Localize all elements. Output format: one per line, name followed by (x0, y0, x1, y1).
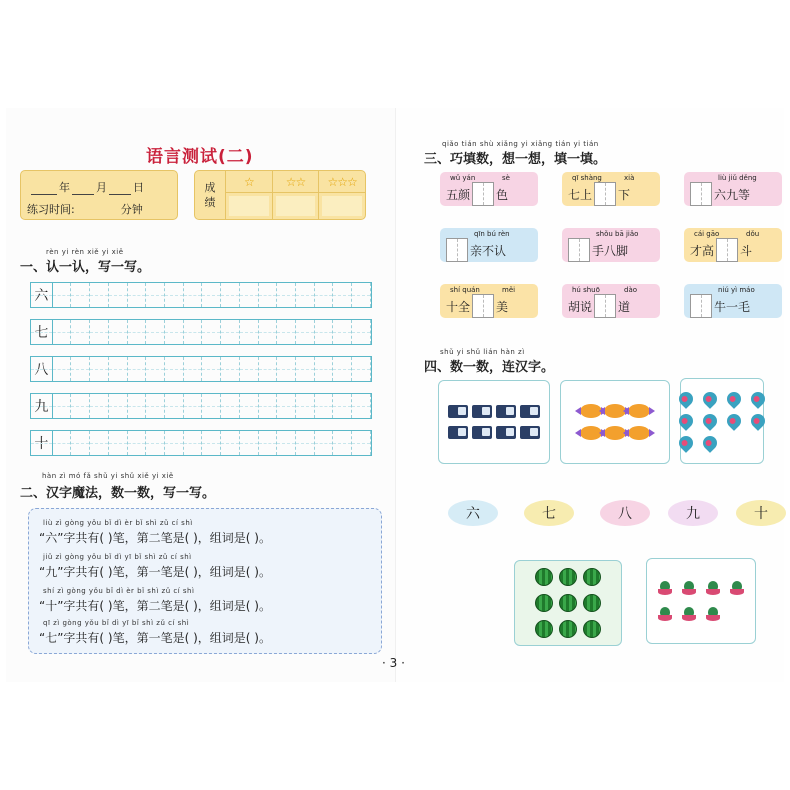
spinning-top-icon (746, 414, 770, 428)
card-text-left: 七上 (568, 187, 593, 202)
writing-cell[interactable] (165, 357, 184, 381)
number-oval[interactable]: 九 (668, 500, 718, 526)
writing-cell[interactable] (333, 431, 352, 455)
writing-cell[interactable] (53, 320, 72, 344)
answer-box[interactable] (472, 294, 494, 318)
writing-cell[interactable] (202, 357, 221, 381)
score-cell-1[interactable] (225, 171, 272, 219)
writing-row (30, 282, 372, 308)
writing-cell[interactable] (259, 394, 278, 418)
writing-cell[interactable] (90, 357, 109, 381)
writing-cell[interactable] (90, 431, 109, 455)
writing-cell[interactable] (333, 283, 352, 307)
watermelon-icon (556, 568, 580, 586)
watermelon-icon (532, 594, 556, 612)
writing-cell[interactable] (146, 431, 165, 455)
writing-cell[interactable] (202, 431, 221, 455)
writing-cell[interactable] (333, 357, 352, 381)
bird-icon (653, 605, 677, 623)
writing-cell[interactable] (296, 283, 315, 307)
writing-cell[interactable] (315, 394, 334, 418)
writing-row (30, 393, 372, 419)
answer-box[interactable] (472, 182, 494, 206)
writing-cell[interactable] (221, 394, 240, 418)
card-text-left: 五颜 (446, 187, 471, 202)
writing-cell[interactable] (128, 357, 147, 381)
day-blank[interactable] (109, 185, 131, 195)
bird-icon (677, 605, 701, 623)
watermelon-icon (580, 568, 604, 586)
score-cell-2[interactable] (272, 171, 319, 219)
page-title: 语言测试(二) (146, 147, 254, 167)
writing-cell[interactable] (259, 283, 278, 307)
writing-cell[interactable] (315, 283, 334, 307)
row-character: 九 (31, 394, 53, 418)
fill-line-2[interactable]: “九”字共有( )笔，第一笔是( )，组词是( )。 (39, 565, 271, 579)
day-label: 日 (133, 181, 144, 194)
writing-cell[interactable] (352, 357, 371, 381)
spinning-top-icon (722, 392, 746, 406)
writing-cell[interactable] (202, 320, 221, 344)
writing-cell[interactable] (352, 283, 371, 307)
card-pinyin-right: sè (502, 174, 510, 182)
spinning-top-icon (674, 414, 698, 428)
card-pinyin-right: niú yì máo (718, 286, 755, 294)
writing-cell[interactable] (146, 394, 165, 418)
card-pinyin-right: liù jiǔ děng (718, 174, 757, 182)
watermelon-icon (532, 568, 556, 586)
candy-icon (627, 404, 651, 418)
writing-cell[interactable] (109, 357, 128, 381)
row-character: 七 (31, 320, 53, 344)
answer-box[interactable] (568, 238, 590, 262)
answer-box[interactable] (446, 238, 468, 262)
time-label: 练习时间: (27, 203, 75, 216)
card-text-right: 手八脚 (592, 243, 629, 258)
card-pinyin-right: shǒu bā jiǎo (596, 230, 639, 238)
writing-cell[interactable] (128, 431, 147, 455)
writing-cell[interactable] (352, 431, 371, 455)
writing-cell[interactable] (315, 431, 334, 455)
card-text-left: 十全 (446, 299, 471, 314)
line2-pinyin: jiǔ zì gòng yǒu bǐ dì yī bǐ shì zǔ cí shì (43, 553, 192, 561)
writing-cell[interactable] (259, 431, 278, 455)
writing-cell[interactable] (128, 394, 147, 418)
eraser-icon (494, 426, 518, 439)
spinning-top-icon (674, 392, 698, 406)
writing-row (30, 319, 372, 345)
card-pinyin-left: shí quán (450, 286, 480, 294)
card-text-right: 亲不认 (470, 243, 507, 258)
spinning-top-icon (698, 436, 722, 450)
spinning-top-icon (698, 414, 722, 428)
writing-cell[interactable] (277, 394, 296, 418)
score-label-bottom: 绩 (204, 196, 216, 209)
writing-cell[interactable] (109, 320, 128, 344)
writing-cell[interactable] (71, 431, 90, 455)
writing-cell[interactable] (184, 357, 203, 381)
section4-pinyin: shǔ yi shǔ lián hàn zì (440, 348, 525, 356)
idiom-card (562, 172, 660, 206)
writing-cell[interactable] (315, 357, 334, 381)
writing-cell[interactable] (296, 320, 315, 344)
year-blank[interactable] (31, 185, 57, 195)
candy-icon (627, 426, 651, 440)
eraser-icon (446, 426, 470, 439)
writing-cell[interactable] (221, 431, 240, 455)
idiom-card (440, 228, 538, 262)
writing-cell[interactable] (333, 394, 352, 418)
row-character: 十 (31, 431, 53, 455)
card-pinyin-left: hú shuō (572, 286, 600, 294)
eraser-icon (518, 405, 542, 418)
section3-heading: 三、巧填数，想一想，填一填。 (424, 152, 607, 167)
month-label: 月 (96, 181, 107, 194)
idiom-card (562, 228, 660, 262)
picture-box[interactable] (438, 380, 550, 464)
bird-icon (701, 579, 725, 597)
answer-box[interactable] (716, 238, 738, 262)
writing-cell[interactable] (53, 357, 72, 381)
writing-cell[interactable] (165, 431, 184, 455)
spinning-top-icon (722, 414, 746, 428)
writing-cell[interactable] (53, 431, 72, 455)
writing-cell[interactable] (184, 320, 203, 344)
section3-pinyin: qiǎo tián shù xiǎng yi xiǎng tián yi tián (442, 140, 599, 148)
picture-box[interactable] (680, 378, 764, 464)
spinning-top-icon (698, 392, 722, 406)
number-oval[interactable]: 十 (736, 500, 786, 526)
fill-line-3[interactable]: “十”字共有( )笔，第二笔是( )，组词是( )。 (39, 599, 271, 613)
writing-cell[interactable] (221, 357, 240, 381)
score-box (194, 170, 366, 220)
row-character: 八 (31, 357, 53, 381)
writing-cell[interactable] (53, 394, 72, 418)
picture-box[interactable] (560, 380, 670, 464)
bird-icon (701, 605, 725, 623)
watermelon-icon (580, 594, 604, 612)
section4-heading: 四、数一数，连汉字。 (424, 360, 555, 375)
eraser-icon (470, 405, 494, 418)
right-page (395, 108, 784, 682)
section2-pinyin: hàn zì mó fǎ shǔ yi shǔ xiě yi xiě (42, 472, 174, 480)
card-pinyin-left: cái gāo (694, 230, 720, 238)
card-text-right: 色 (496, 187, 509, 202)
line1-pinyin: liù zì gòng yǒu bǐ dì èr bǐ shì zǔ cí shì (43, 519, 193, 527)
card-text-left: 才高 (690, 243, 715, 258)
watermelon-icon (556, 594, 580, 612)
star-icon: ☆☆☆ (319, 171, 365, 193)
writing-cell[interactable] (221, 320, 240, 344)
card-text-right: 美 (496, 299, 509, 314)
answer-box[interactable] (594, 294, 616, 318)
eraser-icon (494, 405, 518, 418)
writing-cell[interactable] (146, 320, 165, 344)
writing-cell[interactable] (90, 394, 109, 418)
writing-cell[interactable] (277, 357, 296, 381)
card-pinyin-right: dǒu (746, 230, 760, 238)
writing-cell[interactable] (259, 357, 278, 381)
writing-cell[interactable] (202, 394, 221, 418)
card-text-right: 下 (618, 187, 631, 202)
watermelon-icon (556, 620, 580, 638)
card-pinyin-left: qī shàng (572, 174, 602, 182)
writing-cell[interactable] (240, 320, 259, 344)
card-pinyin-right: xià (624, 174, 635, 182)
star-icon: ☆ (226, 171, 272, 193)
writing-cell[interactable] (53, 283, 72, 307)
answer-box[interactable] (594, 182, 616, 206)
workbook-page (6, 108, 784, 682)
spinning-top-icon (674, 436, 698, 450)
writing-cell[interactable] (296, 394, 315, 418)
fill-in-box (28, 508, 382, 654)
idiom-card (562, 284, 660, 318)
writing-cell[interactable] (184, 431, 203, 455)
card-pinyin-right: qīn bú rèn (474, 230, 510, 238)
answer-box[interactable] (690, 294, 712, 318)
section1-heading: 一、认一认，写一写。 (20, 260, 151, 275)
writing-cell[interactable] (202, 283, 221, 307)
star-icon: ☆☆ (273, 171, 319, 193)
card-text-left: 胡说 (568, 299, 593, 314)
year-label: 年 (59, 181, 70, 194)
writing-cell[interactable] (333, 320, 352, 344)
writing-cell[interactable] (90, 320, 109, 344)
writing-cell[interactable] (90, 283, 109, 307)
idiom-card (684, 284, 782, 318)
eraser-icon (470, 426, 494, 439)
writing-cell[interactable] (71, 320, 90, 344)
writing-cell[interactable] (71, 394, 90, 418)
fill-line-1[interactable]: “六”字共有( )笔，第二笔是( )，组词是( )。 (39, 531, 271, 545)
number-oval[interactable]: 六 (448, 500, 498, 526)
writing-cell[interactable] (352, 394, 371, 418)
line3-pinyin: shí zì gòng yǒu bǐ dì èr bǐ shì zǔ cí shì (43, 587, 195, 595)
number-oval[interactable]: 七 (524, 500, 574, 526)
writing-cell[interactable] (352, 320, 371, 344)
idiom-card (684, 172, 782, 206)
line4-pinyin: qī zì gòng yǒu bǐ dì yī bǐ shì zǔ cí shì (43, 619, 190, 627)
writing-cell[interactable] (277, 431, 296, 455)
writing-cell[interactable] (259, 320, 278, 344)
writing-cell[interactable] (240, 357, 259, 381)
number-oval[interactable]: 八 (600, 500, 650, 526)
idiom-card (440, 284, 538, 318)
row-character: 六 (31, 283, 53, 307)
picture-box[interactable] (514, 560, 622, 646)
writing-cell[interactable] (315, 320, 334, 344)
page-number: · 3 · (382, 656, 405, 670)
idiom-card (440, 172, 538, 206)
writing-cell[interactable] (146, 357, 165, 381)
writing-cell[interactable] (146, 283, 165, 307)
picture-box[interactable] (646, 558, 756, 644)
writing-cell[interactable] (296, 357, 315, 381)
writing-cell[interactable] (128, 283, 147, 307)
answer-box[interactable] (690, 182, 712, 206)
writing-cell[interactable] (109, 394, 128, 418)
writing-cell[interactable] (165, 283, 184, 307)
card-pinyin-left: wǔ yán (450, 174, 476, 182)
card-text-right: 斗 (740, 243, 753, 258)
writing-cell[interactable] (277, 320, 296, 344)
fill-line-4[interactable]: “七”字共有( )笔，第一笔是( )，组词是( )。 (39, 631, 271, 645)
writing-row (30, 356, 372, 382)
score-label-top: 成 (204, 181, 216, 194)
writing-row (30, 430, 372, 456)
writing-cell[interactable] (165, 394, 184, 418)
score-cell-3[interactable] (318, 171, 365, 219)
writing-cell[interactable] (277, 283, 296, 307)
date-box (20, 170, 178, 220)
idiom-card (684, 228, 782, 262)
section2-heading: 二、汉字魔法，数一数，写一写。 (20, 486, 216, 501)
writing-cell[interactable] (240, 431, 259, 455)
watermelon-icon (580, 620, 604, 638)
writing-cell[interactable] (240, 394, 259, 418)
card-text-right: 道 (618, 299, 631, 314)
card-pinyin-right: dào (624, 286, 638, 294)
writing-cell[interactable] (165, 320, 184, 344)
writing-cell[interactable] (184, 283, 203, 307)
writing-cell[interactable] (109, 283, 128, 307)
bird-icon (725, 579, 749, 597)
writing-cell[interactable] (184, 394, 203, 418)
bird-icon (677, 579, 701, 597)
eraser-icon (518, 426, 542, 439)
minutes-label: 分钟 (120, 203, 143, 216)
left-page (6, 108, 395, 682)
card-pinyin-right: měi (502, 286, 516, 294)
month-blank[interactable] (72, 185, 94, 195)
card-text-right: 六九等 (714, 187, 751, 202)
card-text-right: 牛一毛 (714, 299, 751, 314)
writing-cell[interactable] (221, 283, 240, 307)
writing-cell[interactable] (128, 320, 147, 344)
writing-cell[interactable] (296, 431, 315, 455)
eraser-icon (446, 405, 470, 418)
writing-cell[interactable] (71, 283, 90, 307)
spinning-top-icon (746, 392, 770, 406)
section1-pinyin: rèn yi rèn xiě yi xiě (46, 248, 124, 256)
writing-cell[interactable] (109, 431, 128, 455)
watermelon-icon (532, 620, 556, 638)
writing-cell[interactable] (71, 357, 90, 381)
bird-icon (653, 579, 677, 597)
writing-cell[interactable] (240, 283, 259, 307)
